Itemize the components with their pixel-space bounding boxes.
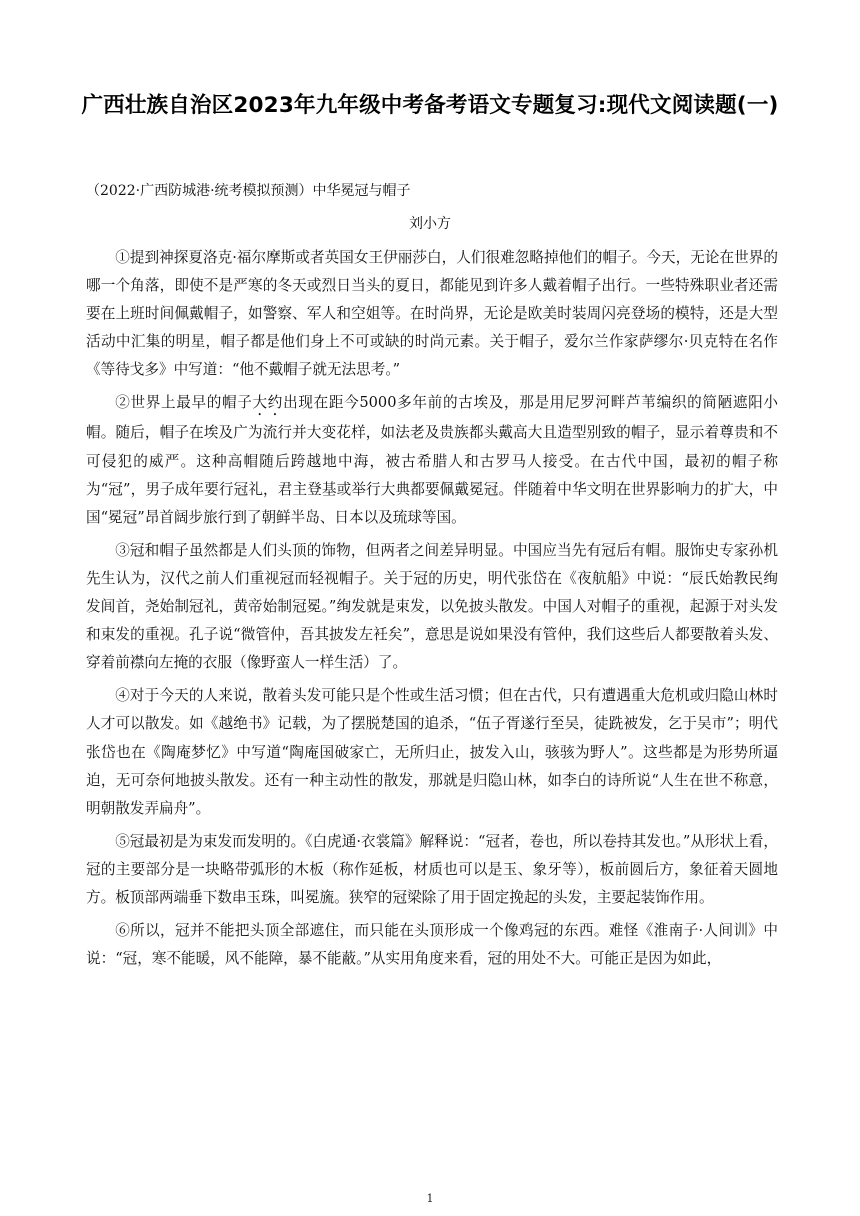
paragraph-4: ④对于今天的人来说，散着头发可能只是个性或生活习惯；但在古代，只有遭遇重大危机或归隐山林时人才可以散发。如《越绝书》记载，为了摆脱楚国的追杀，“伍子胥遂行至吴，徒跣被发，乞于吴市”；明代张岱也在《陶庵梦忆》中写道“陶庵国破家亡，无所归止，披发入山，骇骇为野人”。这些都是为形势所逼迫，无可奈何地披头散发。还有一种主动性的散发，那就是归隐山林，如李白的诗所说“人生在世不称意，明朝散发弄扁舟”。: [86, 687, 778, 817]
paragraph-1: ①提到神探夏洛克·福尔摩斯或者英国女王伊丽莎白，人们很难忽略掉他们的帽子。今天，无论在世界的哪一个角落，即使不是严寒的冬天或烈日当头的夏日，都能见到许多人戴着帽子出行。一些特殊职业者还需要在上班时间佩戴帽子，如警察、军人和空姐等。在时尚界，无论是欧美时装周闪亮登场的模特，还是大型活动中汇集的明星，帽子都是他们身上不可或缺的时尚元素。关于帽子，爱尔兰作家萨缪尔·贝克特在名作《等待戈多》中写道：“他不戴帽子就无法思考。”: [86, 249, 778, 379]
paragraph-5: ⑤冠最初是为束发而发明的。《白虎通·衣裳篇》解释说：“冠者，卷也，所以卷持其发也。”从形状上看，冠的主要部分是一块略带弧形的木板（称作延板，材质也可以是玉、象牙等），板前圆后方，象征着天圆地方。板顶部两端垂下数串玉珠，叫冕旒。狭窄的冠梁除了用于固定挽起的头发，主要起装饰作用。: [86, 832, 778, 906]
article-author: 刘小方: [409, 216, 451, 232]
article-body: [86, 244, 778, 978]
paragraph-2-lead: ②世界上最早的帽子: [115, 394, 253, 412]
paragraph-6: ⑥所以，冠并不能把头顶全部遮住，而只能在头顶形成一个像鸡冠的东西。难怪《淮南子·人间训》中说：“冠，寒不能暖，风不能障，暴不能蔽。”从实用角度来看，冠的用处不大。可能正是因为如此，: [86, 922, 778, 968]
document-title: 广西壮族自治区2023年九年级中考备考语文专题复习:现代文阅读题(一): [81, 93, 779, 118]
paragraph-2-rest: 出现在距今5000多年前的古埃及，那是用尼罗河畔芦苇编织的简陋遮阳小帽。随后，帽子在埃及广为流行并大变花样，如法老及贵族都头戴高大且造型别致的帽子，显示着尊贵和不可侵犯的威严。这种高帽随后跨越地中海，被古希腊人和古罗马人接受。在古代中国，最初的帽子称为“冠”，男子成年要行冠礼，君主登基或举行大典都要佩戴冕冠。伴随着中华文明在世界影响力的扩大，中国“冕冠”昂首阔步旅行到了朝鲜半岛、日本以及琉球等国。: [86, 394, 778, 526]
emphasized-word: 大约: [252, 394, 284, 412]
question-source-line: （2022·广西防城港·统考模拟预测）中华冕冠与帽子: [86, 183, 411, 199]
page-number: 1: [426, 1192, 434, 1205]
paragraph-3: ③冠和帽子虽然都是人们头顶的饰物，但两者之间差异明显。中国应当先有冠后有帽。服饰史专家孙机先生认为，汉代之前人们重视冠而轻视帽子。关于冠的历史，明代张岱在《夜航船》中说：“辰氏始教民绚发闾首，尧始制冠礼，黄帝始制冠冕。”绚发就是束发，以免披头散发。中国人对帽子的重视，起源于对头发和束发的重视。孔子说“微管仲，吾其披发左衽矣”，意思是说如果没有管仲，我们这些后人都要散着头发、穿着前襟向左掩的衣服（像野蛮人一样生活）了。: [86, 541, 778, 672]
paragraph-2: [86, 389, 778, 531]
